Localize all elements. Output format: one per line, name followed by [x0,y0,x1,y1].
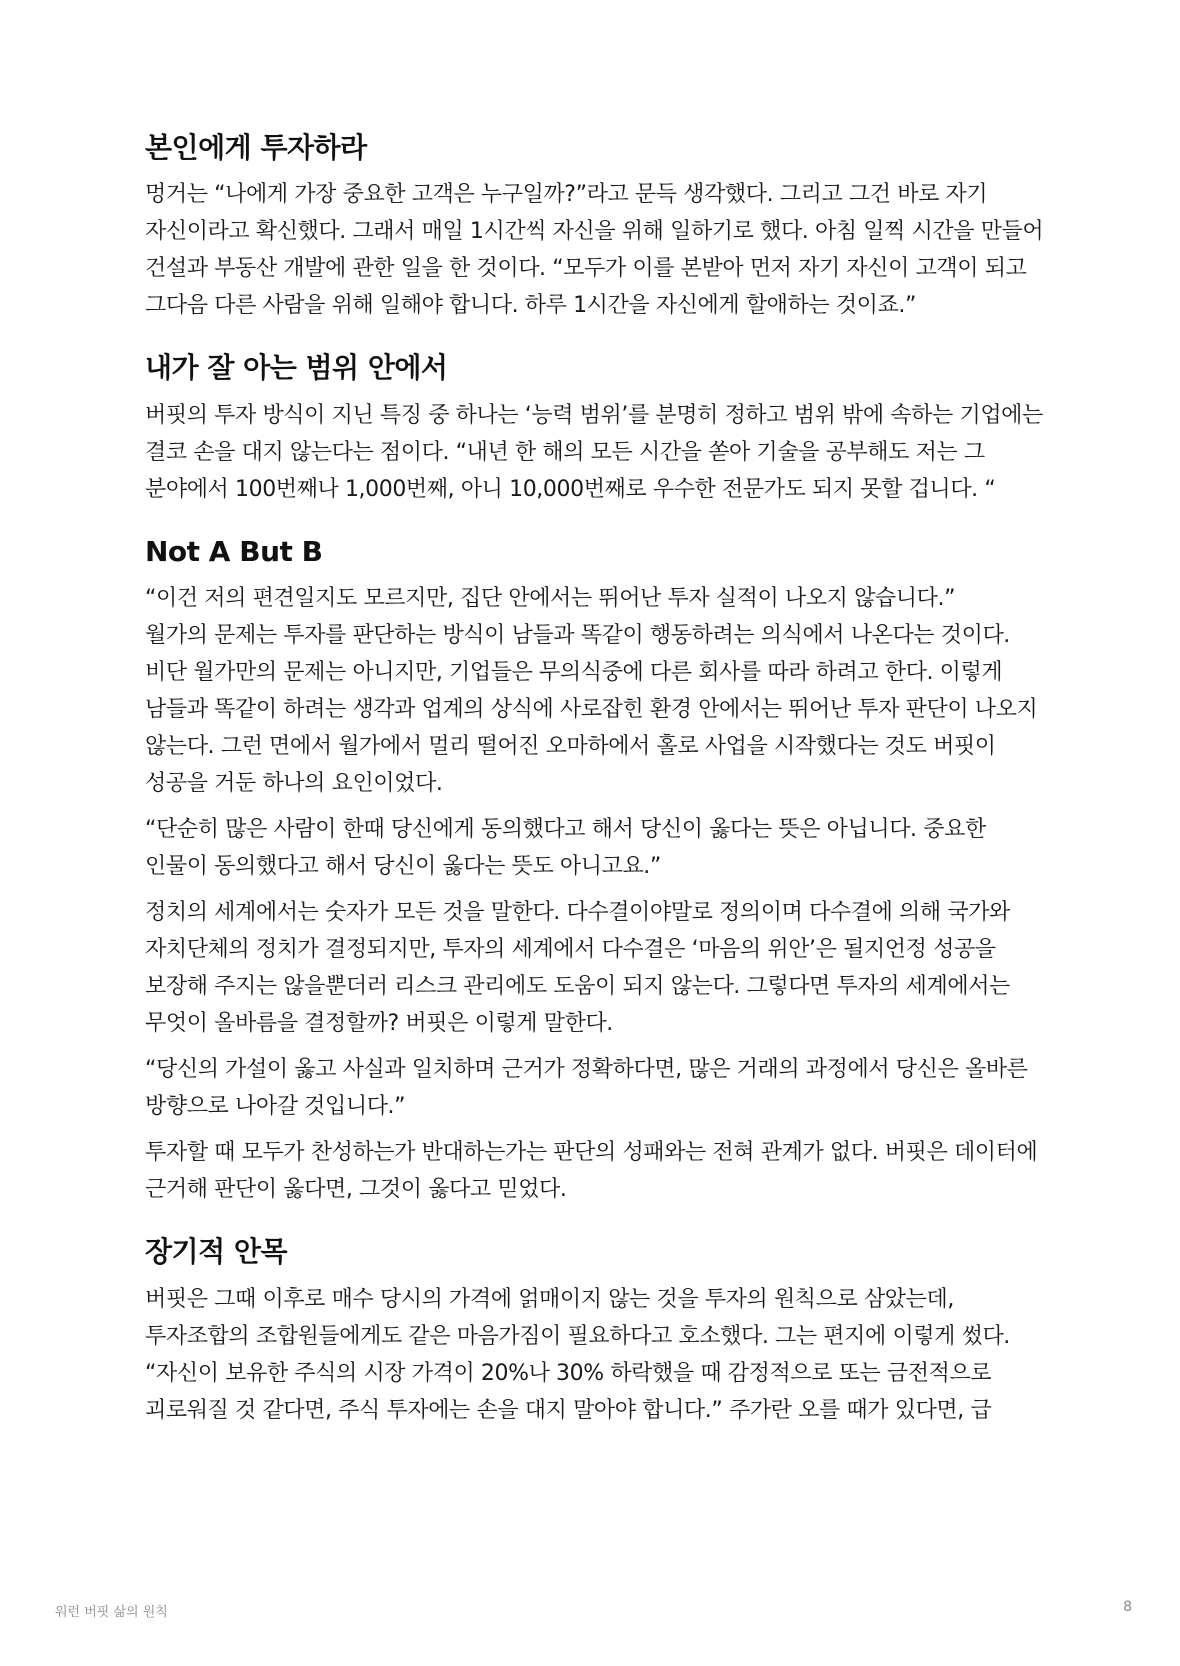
section-title: Not A But B [145,534,323,568]
footer-book-title: 워런 버핏 삶의 원칙 [55,1605,168,1620]
paragraph: 버핏의 투자 방식이 지닌 특징 중 하나는 ‘능력 범위’를 분명히 정하고 범위 밖에 속하는 기업에는 결코 손을 대지 않는다는 점이다. “내년 한 해의 모든 시간을 쏟아 기술을 공부해도 저는 그 분야에서 100번째나 1,000번째, 아니 10,000번째로 우수한 전문가도 되지 못할 겁니다. “ [145,402,1043,502]
paragraph: “이건 저의 편견일지도 모르지만, 집단 안에서는 뛰어난 투자 실적이 나오지 않습니다.” [145,586,956,612]
section-title: 장기적 안목 [145,1235,287,1269]
footer-page-number: 8 [1123,1599,1132,1615]
page-body [145,130,1050,1429]
section-long-term-view [145,1234,1050,1428]
paragraph: “당신의 가설이 옳고 사실과 일치하며 근거가 정확하다면, 많은 거래의 과정에서 당신은 올바른 방향으로 나아갈 것입니다.” [145,1057,1028,1120]
section-title: 내가 잘 아는 범위 안에서 [145,351,448,385]
section-invest-in-yourself [145,130,1050,324]
section-title: 본인에게 투자하라 [145,131,367,164]
paragraph: 투자할 때 모두가 찬성하는가 반대하는가는 판단의 성패와는 전혀 관계가 없다. 버핏은 데이터에 근거해 판단이 옳다면, 그것이 옳다고 믿었다. [145,1140,1038,1203]
paragraph: 월가의 문제는 투자를 판단하는 방식이 남들과 똑같이 행동하려는 의식에서 나온다는 것이다. 비단 월가만의 문제는 아니지만, 기업들은 무의식중에 다른 회사를 따라 하려고 한다. 이렇게 남들과 똑같이 하려는 생각과 업계의 상식에 사로잡힌 환경 안에서는 뛰어난 투자 판단이 나오지 않는다. 그런 면에서 월가에서 멀리 떨어진 오마하에서 홀로 사업을 시작했다는 것도 버핏이 성공을 거둔 하나의 요인이었다. [145,623,1038,797]
section-not-a-but-b [145,534,1050,1208]
paragraph: “단순히 많은 사람이 한때 당신에게 동의했다고 해서 당신이 옳다는 뜻은 아닙니다. 중요한 인물이 동의했다고 해서 당신이 옳다는 뜻도 아니고요.” [145,817,986,880]
paragraph: 멍거는 “나에게 가장 중요한 고객은 누구일까?”라고 문득 생각했다. 그리고 그건 바로 자기 자신이라고 확신했다. 그래서 매일 1시간씩 자신을 위해 일하기로 했다. 아침 일찍 시간을 만들어 건설과 부동산 개발에 관한 일을 한 것이다. “모두가 이를 본받아 먼저 자기 자신이 고객이 되고 그다음 다른 사람을 위해 일해야 합니다. 하루 1시간을 자신에게 할애하는 것이죠.” [145,182,1044,319]
section-circle-of-competence [145,350,1050,507]
paragraph: 버핏은 그때 이후로 매수 당시의 가격에 얽매이지 않는 것을 투자의 원칙으로 삼았는데, 투자조합의 조합원들에게도 같은 마음가짐이 필요하다고 호소했다. 그는 편지에 이렇게 썼다. “자신이 보유한 주식의 시장 가격이 20%나 30% 하락했을 때 감정적으로 또는 금전적으로 괴로워질 것 같다면, 주식 투자에는 손을 대지 말아야 합니다.” 주가란 오를 때가 있다면, 급 [145,1286,1010,1423]
paragraph: 정치의 세계에서는 숫자가 모든 것을 말한다. 다수결이야말로 정의이며 다수결에 의해 국가와 자치단체의 정치가 결정되지만, 투자의 세계에서 다수결은 ‘마음의 위안’은 될지언정 성공을 보장해 주지는 않을뿐더러 리스크 관리에도 도움이 되지 않는다. 그렇다면 투자의 세계에서는 무엇이 올바름을 결정할까? 버핏은 이렇게 말한다. [145,900,1010,1037]
